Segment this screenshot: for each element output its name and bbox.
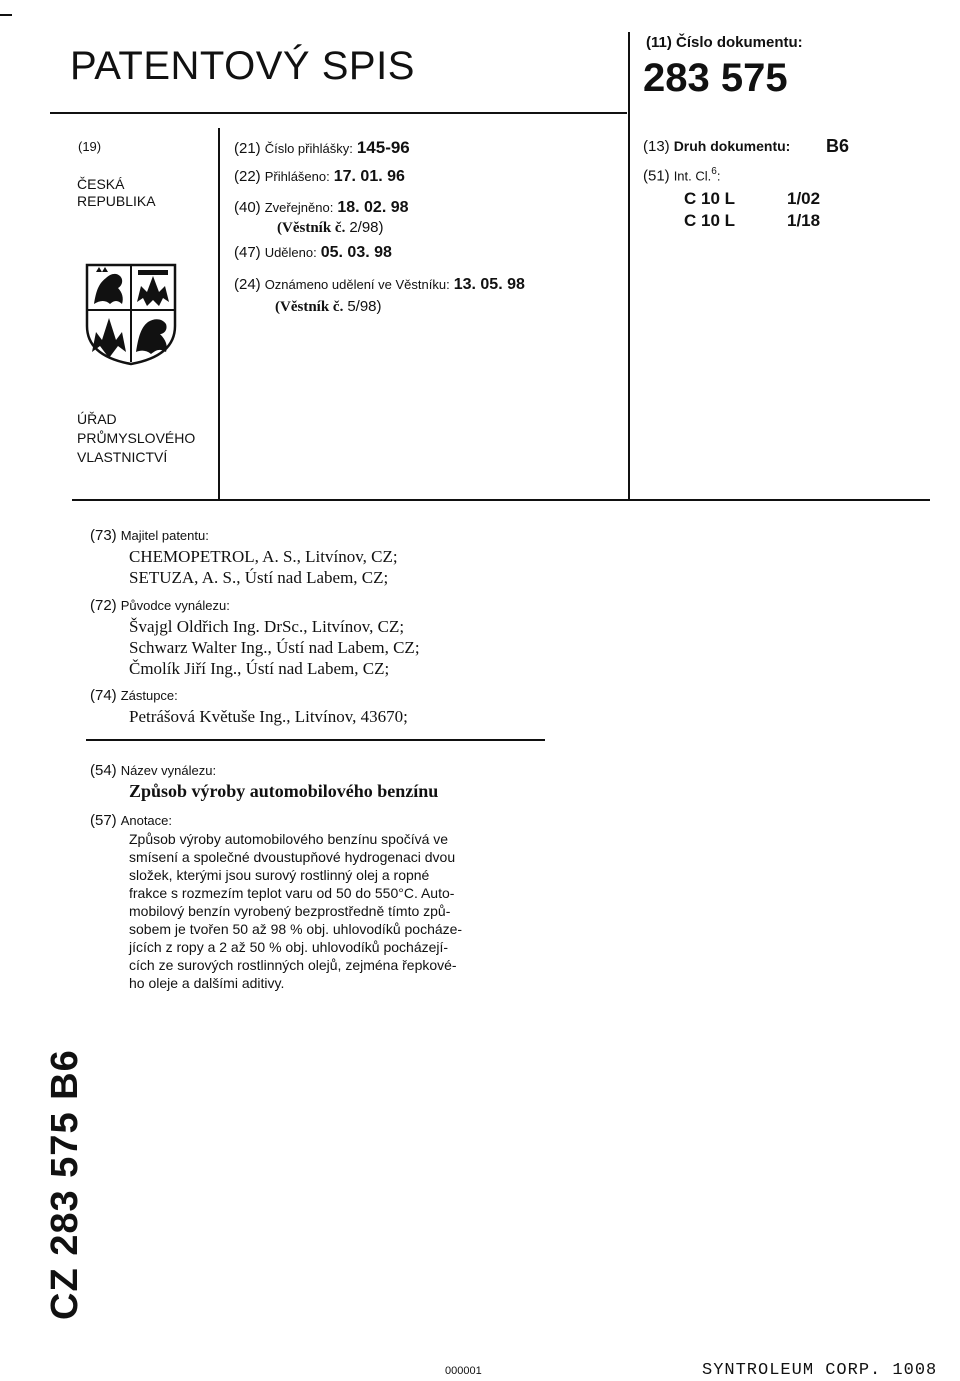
field-24: (24) Oznámeno udělení ve Věstníku: 13. 05. 98 (234, 276, 525, 293)
abstract-line: cích ze surových rostlinných olejů, zejména řepkové- (129, 957, 457, 973)
office-line-2: PRŮMYSLOVÉHO (77, 430, 196, 446)
doc-number: 283 575 (643, 56, 788, 100)
parties-bottom-rule (86, 739, 545, 741)
field-51: (51) Int. Cl.$^6$: (643, 166, 721, 185)
class-row-1-cls: C 10 L (684, 189, 736, 208)
agent-line: Petrášová Květuše Ing., Litvínov, 43670; (129, 707, 408, 726)
field-21: (21) Číslo přihlášky: 145-96 (234, 138, 410, 157)
field-40: (40) Zveřejněno: 18. 02. 98 (234, 199, 409, 216)
title-divider (50, 112, 627, 114)
abstract-line: ho oleje a dalšími aditivy. (129, 975, 285, 991)
abstract-line: smísení a společné dvoustupňové hydrogenaci dvou (129, 849, 456, 865)
doc-number-label: (11) Číslo dokumentu: (646, 34, 803, 51)
vertical-rule-left (218, 128, 220, 500)
field-54: (54) Název vynálezu: (90, 762, 217, 779)
field-47: (47) Uděleno: 05. 03. 98 (234, 244, 392, 261)
field-24-bulletin: (Věstník č. 5/98) (275, 298, 382, 315)
abstract-line: frakce s rozmezím teplot varu od 50 do 550°C. Auto- (129, 885, 455, 901)
abstract-line: sobem je tvořen 50 až 98 % obj. uhlovodíků pocháze- (129, 921, 463, 937)
coat-of-arms-emblem (84, 262, 178, 366)
document-title: PATENTOVÝ SPIS (70, 44, 415, 88)
field-74: (74) Zástupce: (90, 687, 178, 704)
country-line-1: ČESKÁ (77, 176, 125, 192)
vertical-rule-right (628, 32, 630, 500)
field-57: (57) Anotace: (90, 812, 173, 829)
header-bottom-rule (72, 499, 930, 501)
field-40-bulletin: (Věstník č. 2/98) (277, 219, 384, 236)
inventor-line: Švajgl Oldřich Ing. DrSc., Litvínov, CZ; (129, 617, 405, 636)
side-document-id: CZ 283 575 B6 (44, 1049, 86, 1320)
abstract-line: mobilový benzín vyrobený bezprostředně tímto způ- (129, 903, 451, 919)
country-line-2: REPUBLIKA (77, 193, 156, 209)
abstract-line: jících z ropy a 2 až 50 % obj. uhlovodíků pocházejí- (129, 939, 449, 955)
class-row-1-grp: 1/02 (787, 189, 821, 208)
class-row-2-cls: C 10 L (684, 211, 736, 230)
footer-stamp: SYNTROLEUM CORP. 1008 (702, 1361, 938, 1380)
page-number: 000001 (445, 1365, 482, 1377)
inventor-line: Čmolík Jiří Ing., Ústí nad Labem, CZ; (129, 659, 390, 678)
class-row-2-grp: 1/18 (787, 211, 821, 230)
field-22: (22) Přihlášeno: 17. 01. 96 (234, 168, 405, 185)
corner-mark (0, 14, 12, 16)
office-line-1: ÚŘAD (77, 411, 117, 427)
code-19: (19) (78, 139, 102, 154)
office-line-3: VLASTNICTVÍ (77, 449, 168, 465)
field-73: (73) Majitel patentu: (90, 527, 209, 544)
abstract-line: složek, kterými jsou surový rostlinný olej a ropné (129, 867, 430, 883)
field-72: (72) Původce vynálezu: (90, 597, 230, 614)
doc-kind-value: B6 (826, 136, 850, 156)
inventor-line: Schwarz Walter Ing., Ústí nad Labem, CZ; (129, 638, 420, 657)
field-13: (13) Druh dokumentu: (643, 138, 791, 155)
invention-title: Způsob výroby automobilového benzínu (129, 781, 439, 801)
abstract-line: Způsob výroby automobilového benzínu spočívá ve (129, 831, 449, 847)
owner-line: SETUZA, A. S., Ústí nad Labem, CZ; (129, 568, 389, 587)
owner-line: CHEMOPETROL, A. S., Litvínov, CZ; (129, 547, 398, 566)
